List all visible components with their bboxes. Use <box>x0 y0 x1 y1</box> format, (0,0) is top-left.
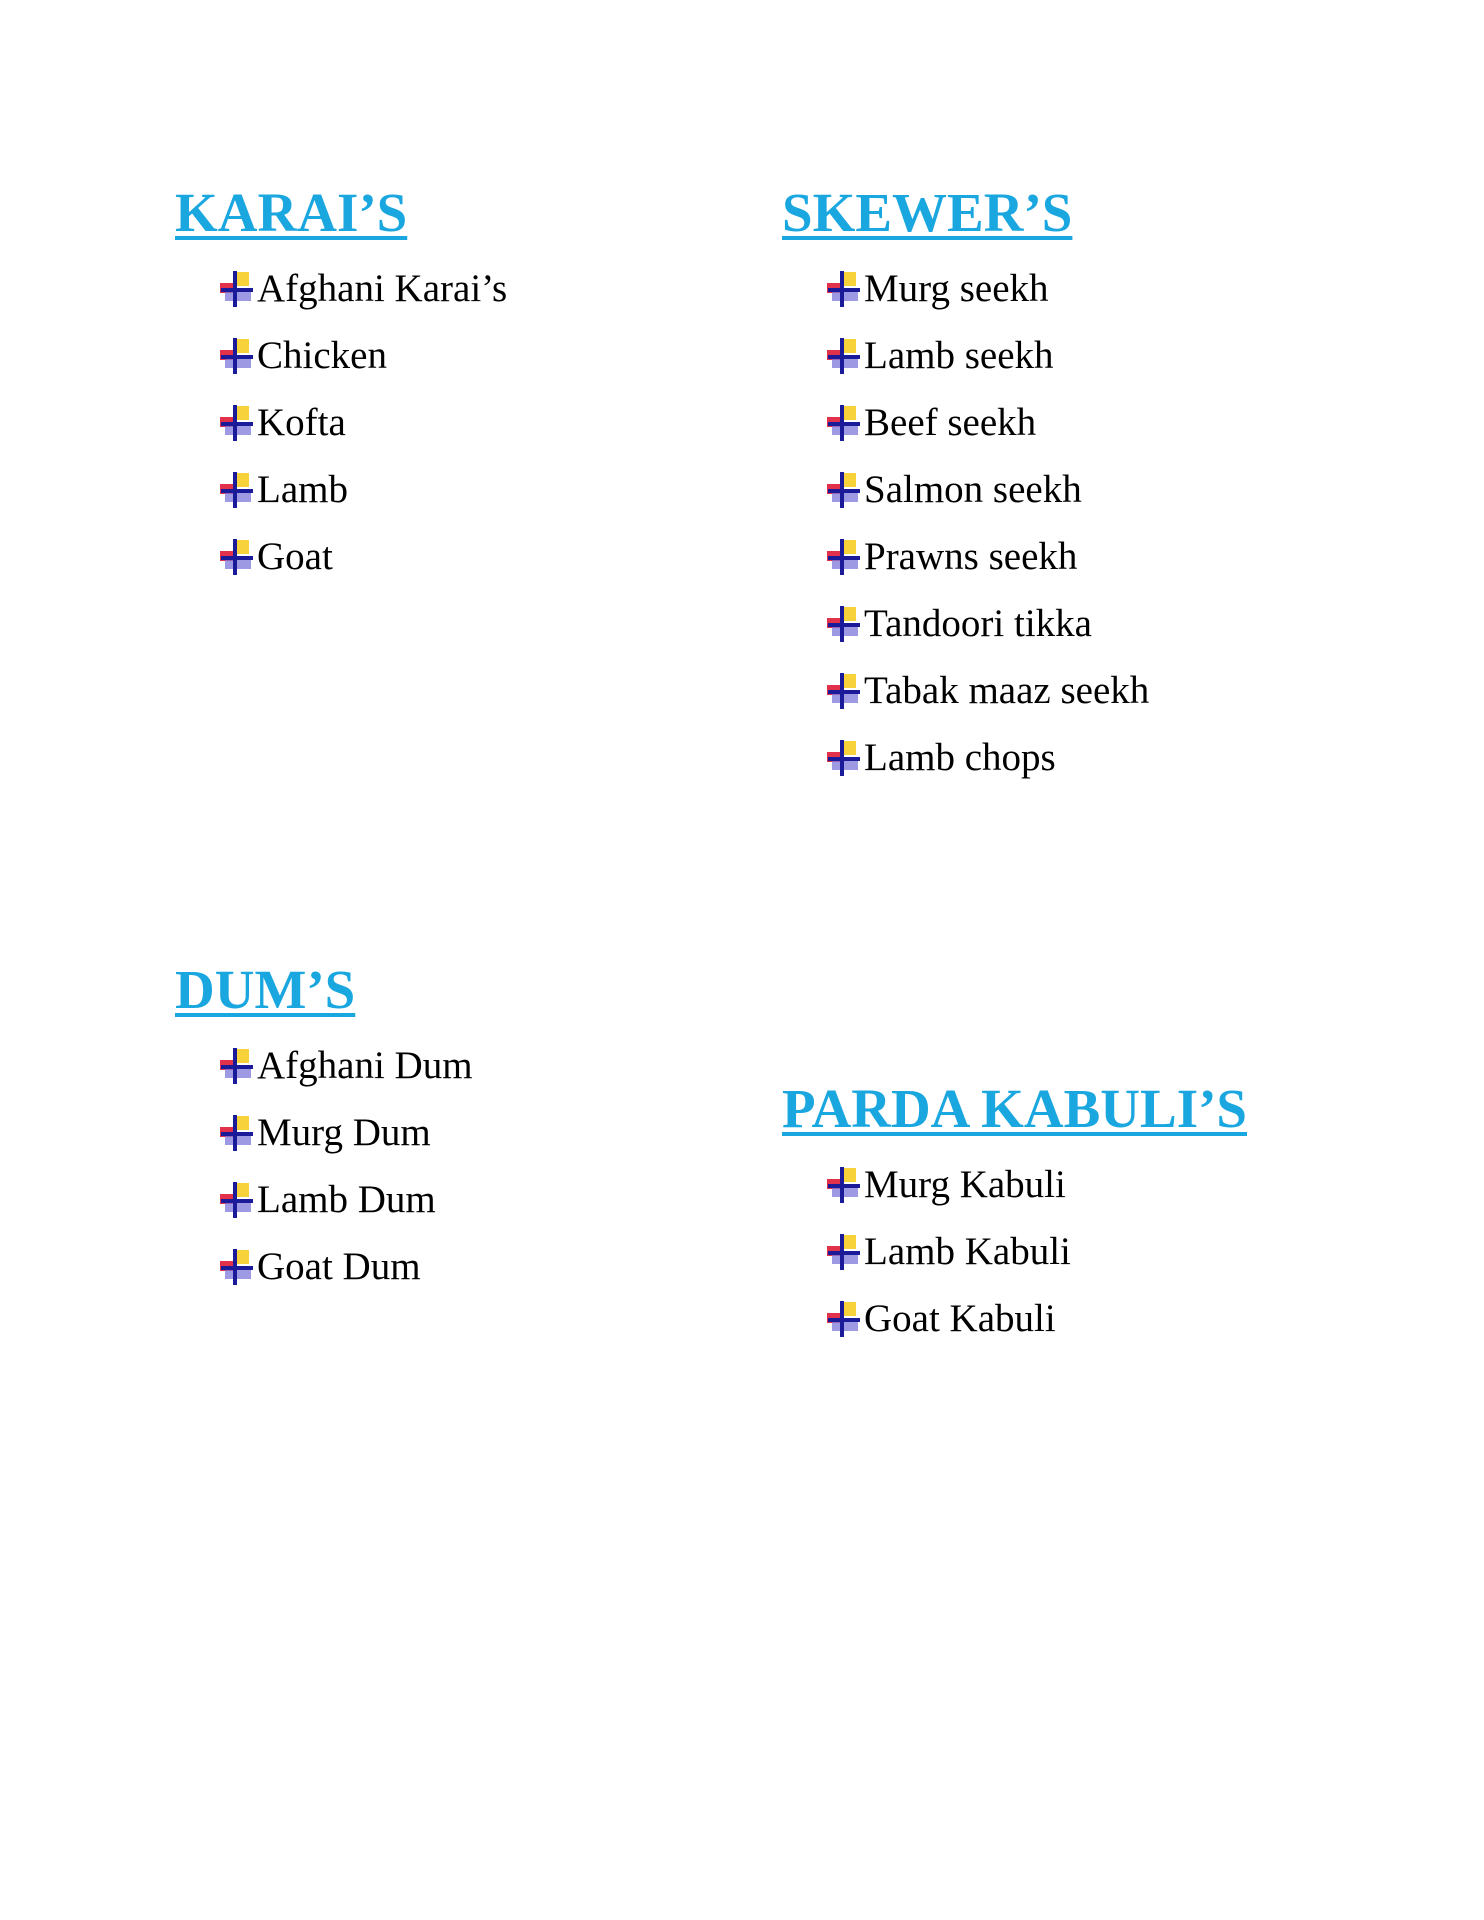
list-item <box>824 523 1149 590</box>
heading-karais: KARAI’S <box>175 182 408 243</box>
list-item <box>217 389 507 456</box>
section-skewers <box>782 183 1149 791</box>
list-item <box>824 322 1149 389</box>
list-item <box>217 1233 473 1300</box>
plus-cross-bullet-icon <box>217 269 255 309</box>
section-dums <box>175 960 473 1300</box>
plus-cross-bullet-icon <box>824 738 862 778</box>
list-item-label: Murg seekh <box>864 266 1049 310</box>
list-item <box>824 724 1149 791</box>
plus-cross-bullet-icon <box>217 470 255 510</box>
heading-parda-kabulis: PARDA KABULI’S <box>782 1078 1248 1139</box>
list-item-label: Afghani Dum <box>257 1043 473 1087</box>
list-item-label: Murg Dum <box>257 1110 431 1154</box>
list-item <box>824 1285 1247 1352</box>
list-item-label: Beef seekh <box>864 400 1037 444</box>
list-item-label: Tabak maaz seekh <box>864 668 1150 712</box>
list-item-label: Lamb chops <box>864 735 1056 779</box>
section-parda-kabulis <box>782 1079 1247 1352</box>
plus-cross-bullet-icon <box>824 537 862 577</box>
list-item <box>217 1099 473 1166</box>
list-item-label: Goat <box>257 534 333 578</box>
plus-cross-bullet-icon <box>217 1046 255 1086</box>
list-item <box>217 456 507 523</box>
plus-cross-bullet-icon <box>217 537 255 577</box>
plus-cross-bullet-icon <box>217 336 255 376</box>
list-item <box>824 389 1149 456</box>
list-parda-kabulis <box>824 1151 1247 1352</box>
list-karais <box>217 255 507 590</box>
plus-cross-bullet-icon <box>217 1180 255 1220</box>
plus-cross-bullet-icon <box>824 671 862 711</box>
plus-cross-bullet-icon <box>824 604 862 644</box>
list-item-label: Afghani Karai’s <box>257 266 508 310</box>
list-item-label: Lamb <box>257 467 348 511</box>
plus-cross-bullet-icon <box>824 1299 862 1339</box>
list-item <box>824 590 1149 657</box>
plus-cross-bullet-icon <box>217 1247 255 1287</box>
list-item-label: Lamb seekh <box>864 333 1054 377</box>
list-item-label: Chicken <box>257 333 387 377</box>
list-item <box>824 1218 1247 1285</box>
list-item <box>217 523 507 590</box>
plus-cross-bullet-icon <box>824 470 862 510</box>
list-item-label: Lamb Dum <box>257 1177 436 1221</box>
section-karais <box>175 183 507 590</box>
list-item <box>217 1032 473 1099</box>
list-skewers <box>824 255 1149 791</box>
list-item-label: Goat Kabuli <box>864 1296 1056 1340</box>
heading-skewers: SKEWER’S <box>782 182 1073 243</box>
list-item-label: Prawns seekh <box>864 534 1078 578</box>
list-item-label: Murg Kabuli <box>864 1162 1066 1206</box>
list-item <box>824 456 1149 523</box>
list-item <box>824 1151 1247 1218</box>
list-item <box>217 322 507 389</box>
plus-cross-bullet-icon <box>217 403 255 443</box>
list-item <box>824 255 1149 322</box>
heading-dums: DUM’S <box>175 959 356 1020</box>
plus-cross-bullet-icon <box>217 1113 255 1153</box>
list-dums <box>217 1032 473 1300</box>
list-item-label: Kofta <box>257 400 346 444</box>
plus-cross-bullet-icon <box>824 1165 862 1205</box>
plus-cross-bullet-icon <box>824 336 862 376</box>
plus-cross-bullet-icon <box>824 1232 862 1272</box>
list-item <box>217 255 507 322</box>
list-item-label: Lamb Kabuli <box>864 1229 1071 1273</box>
list-item-label: Tandoori tikka <box>864 601 1092 645</box>
list-item-label: Goat Dum <box>257 1244 421 1288</box>
list-item <box>824 657 1149 724</box>
list-item <box>217 1166 473 1233</box>
list-item-label: Salmon seekh <box>864 467 1082 511</box>
plus-cross-bullet-icon <box>824 269 862 309</box>
plus-cross-bullet-icon <box>824 403 862 443</box>
